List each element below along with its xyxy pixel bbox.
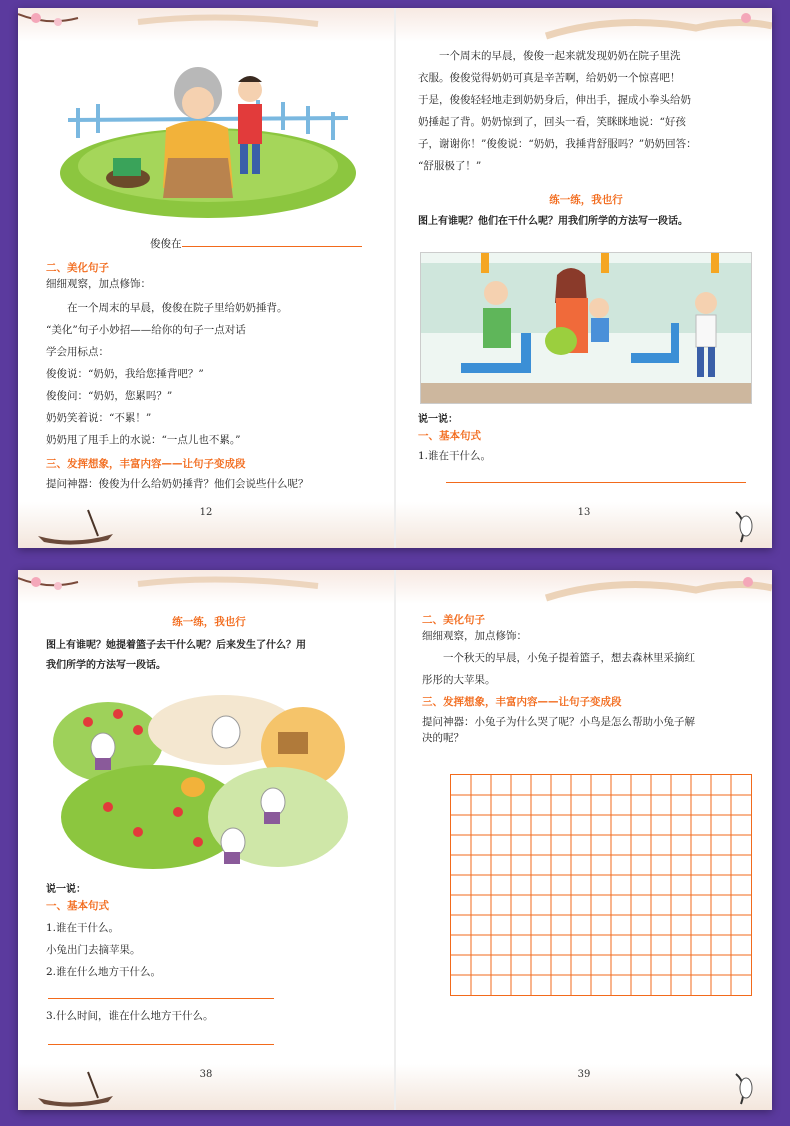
text-line: 细细观察，加点修饰： [46,278,151,290]
text-line: 俊俊说：“奶奶，我给您捶背吧？” [46,368,204,380]
writing-grid-lines [451,775,751,995]
text-line: “美化”句子小妙招——给你的句子一点对话 [46,324,246,336]
plum-blossom-icon [18,8,394,42]
page-number: 38 [199,1069,213,1080]
answer-line [48,1044,274,1045]
say-label: 说一说： [418,414,458,425]
text-line: 决的呢？ [422,732,464,744]
section-title-imagine: 三、发挥想象，丰富内容——让句子变成段 [422,696,622,708]
answer-blank [182,236,362,247]
section-title-basic: 一、基本句式 [46,900,109,912]
plum-blossom-icon [18,570,394,604]
page-39 [396,570,772,1110]
text-line: 奶奶笑着说：“不累！” [46,412,152,424]
page-12 [18,8,394,548]
story-line: 子，谢谢你！”俊俊说：“奶奶，我捶背舒服吗？”奶奶回答： [418,138,697,150]
practice-question: 图上有谁呢？她提着篮子去干什么呢？后来发生了什么？用 [46,640,306,651]
bus-illustration [420,252,752,404]
text-line: 彤彤的大苹果。 [422,674,496,686]
text-line: 提问神器：俊俊为什么给奶奶捶背？他们会说些什么呢？ [46,478,309,490]
page-13-text-lower [418,412,754,464]
top-decoration [396,8,772,42]
practice-question: 图上有谁呢？他们在干什么呢？用我们所学的方法写一段话。 [418,216,688,227]
text-line: 一个秋天的早晨，小兔子提着篮子，想去森林里采摘红 [443,652,695,664]
page-38-text-lower [46,882,372,1024]
page-12-text [46,236,372,492]
mountain-icon [396,8,772,42]
top-decoration [396,570,772,604]
page-number: 12 [199,507,213,518]
mountain-icon [396,570,772,604]
text-line: 提问神器：小兔子为什么哭了呢？小鸟是怎么帮助小兔子解 [422,716,695,728]
answer-1: 小兔出门去摘苹果。 [46,944,141,956]
grandma-boy-illustration [58,48,358,218]
text-line: 俊俊问：“奶奶，您累吗？” [46,390,173,402]
section-title-basic: 一、基本句式 [418,430,481,442]
text-line: 细细观察，加点修饰： [422,630,527,642]
answer-line [446,482,746,483]
practice-title: 练一练，我也行 [172,616,246,628]
story-line: “舒服极了！” [418,160,482,172]
story-line: 一个周末的早晨，俊俊一起来就发现奶奶在院子里洗 [439,50,681,62]
question-3: 3.什么时间，谁在什么地方干什么。 [46,1010,214,1022]
practice-title: 练一练，我也行 [549,194,623,206]
top-decoration [18,8,394,42]
page-number: 13 [577,507,591,518]
section-title-beautify: 二、美化句子 [422,614,485,626]
question-1: 1.谁在干什么。 [46,922,120,934]
page-number: 39 [577,1069,591,1080]
page-39-text [422,612,754,746]
page-13 [396,8,772,548]
section-title-beautify: 二、美化句子 [46,262,109,274]
text-line: 学会用标点： [46,346,109,358]
story-line: 奶捶起了背。奶奶惊到了，回头一看，笑眯眯地说：“好孩 [418,116,686,128]
question-2: 2.谁在什么地方干什么。 [46,966,162,978]
section-title-imagine: 三、发挥想象，丰富内容——让句子变成段 [46,458,246,470]
writing-grid[interactable] [450,774,752,996]
top-decoration [18,570,394,604]
page-38-text [46,614,372,674]
story-line: 于是，俊俊轻轻地走到奶奶身后，伸出手，握成小拳头给奶 [418,94,691,106]
text-line: 在一个周末的早晨，俊俊在院子里给奶奶捶背。 [67,302,288,314]
caption-prefix: 俊俊在 [150,238,182,250]
book-spread-bottom [18,570,772,1110]
story-line: 衣服。俊俊觉得奶奶可真是辛苦啊，给奶奶一个惊喜吧！ [418,72,681,84]
question-1: 1.谁在干什么。 [418,450,492,462]
page-13-text [418,48,754,230]
say-label: 说一说： [46,884,86,895]
practice-question: 我们所学的方法写一段话。 [46,660,166,671]
book-spread-top [18,8,772,548]
answer-line [48,998,274,999]
page-38 [18,570,394,1110]
text-line: 奶奶甩了甩手上的水说：“一点儿也不累。” [46,434,241,446]
rabbit-apple-illustration [48,692,348,872]
